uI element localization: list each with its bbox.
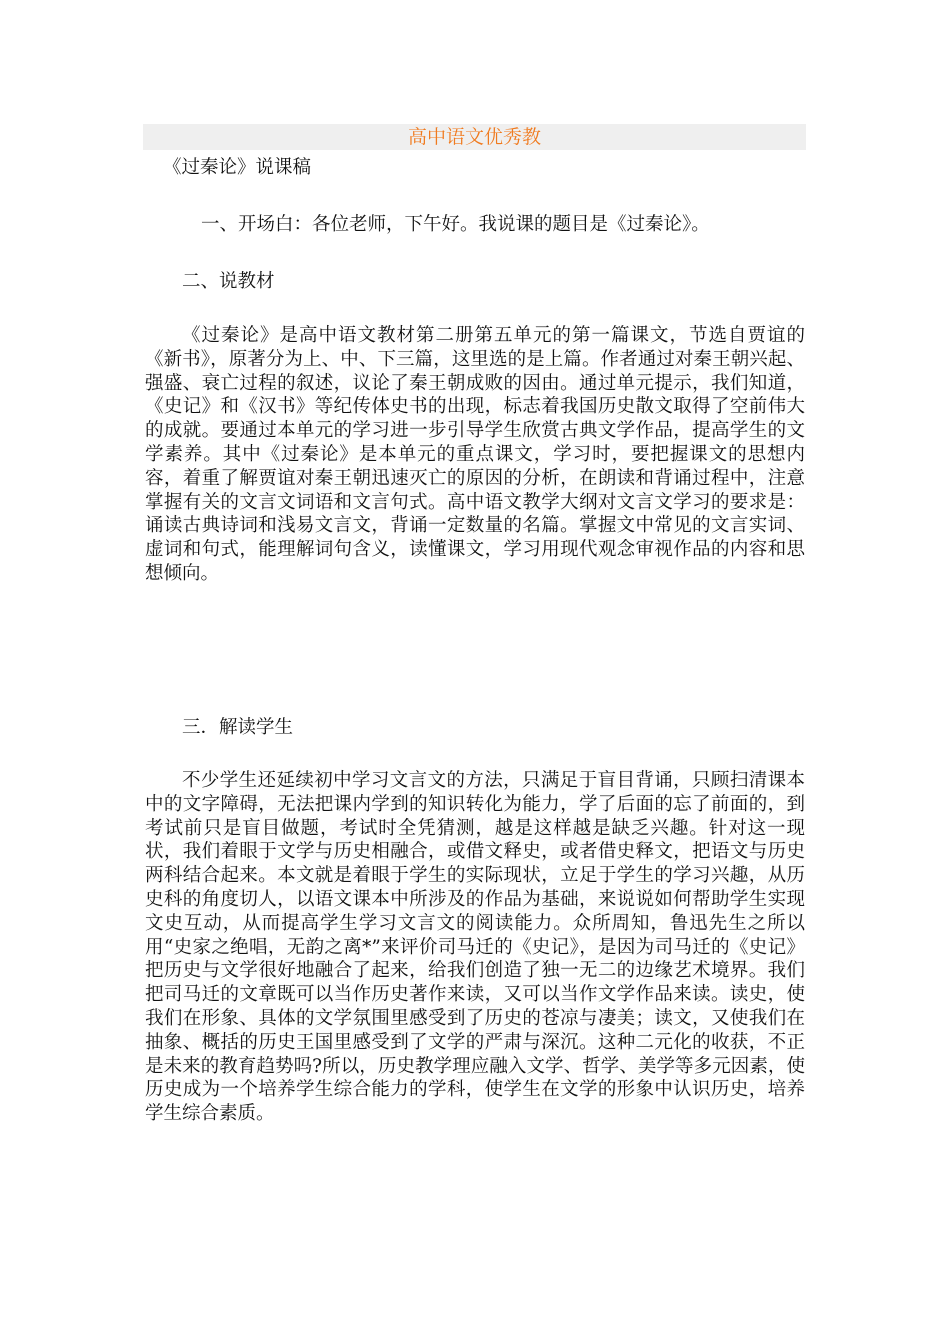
paragraph-students: 不少学生还延续初中学习文言文的方法，只满足于盲目背诵，只顾扫清课本中的文字障碍，无法把课内学到的知识转化为能力，学了后面的忘了前面的，到考试前只是盲目做题，考试时全凭猜测，越是这样越是缺乏兴趣。针对这一现状，我们着眼于文学与历史相融合，或借文释史，或者借史释文，把语文与历史两科结合起来。本文就是着眼于学生的实际现状，立足于学生的学习兴趣，从历史科的角度切人，以语文课本中所涉及的作品为基础，来说说如何帮助学生实现文史互动，从而提高学生学习文言文的阅读能力。众所周知，鲁迅先生之所以用“史家之绝唱，无韵之离*”来评价司马迁的《史记》，是因为司马迁的《史记》把历史与文学很好地融合了起来，给我们创造了独一无二的边缘艺术境界。我们把司马迁的文章既可以当作历史著作来读，又可以当作文学作品来读。读史，使我们在形象、具体的文学氛围里感受到了历史的苍凉与凄美；读文，又使我们在抽象、概括的历史王国里感受到了文学的严肃与深沉。这种二元化的收获，不正是未来的教育趋势吗?所以，历史教学理应融入文学、哲学、美学等多元因素，使历史成为一个培养学生综合能力的学科，使学生在文学的形象中认识历史，培养学生综合素质。 bbox=[145, 770, 805, 1125]
document-subtitle: 《过秦论》说课稿 bbox=[163, 157, 312, 178]
page-title: 高中语文优秀教 bbox=[407, 126, 541, 148]
opening-remarks: 一、开场白：各位老师，下午好。我说课的题目是《过秦论》。 bbox=[201, 214, 710, 235]
section-heading-students: 三．解读学生 bbox=[182, 717, 294, 738]
paragraph-textbook: 《过秦论》是高中语文教材第二册第五单元的第一篇课文，节选自贾谊的《新书》，原著分为上、中、下三篇，这里选的是上篇。作者通过对秦王朝兴起、强盛、衰亡过程的叙述，议论了秦王朝成败的因由。通过单元提示，我们知道，《史记》和《汉书》等纪传体史书的出现，标志着我国历史散文取得了空前伟大的成就。要通过本单元的学习进一步引导学生欣赏古典文学作品，提高学生的文学素养。其中《过秦论》是本单元的重点课文，学习时，要把握课文的思想内容，着重了解贾谊对秦王朝迅速灭亡的原因的分析，在朗读和背诵过程中，注意掌握有关的文言文词语和文言句式。高中语文教学大纲对文言文学习的要求是：诵读古典诗词和浅易文言文，背诵一定数量的名篇。掌握文中常见的文言实词、虚词和句式，能理解词句含义，读懂课文，学习用现代观念审视作品的内容和思想倾向。 bbox=[145, 325, 805, 584]
section-heading-textbook: 二、说教材 bbox=[182, 271, 275, 292]
